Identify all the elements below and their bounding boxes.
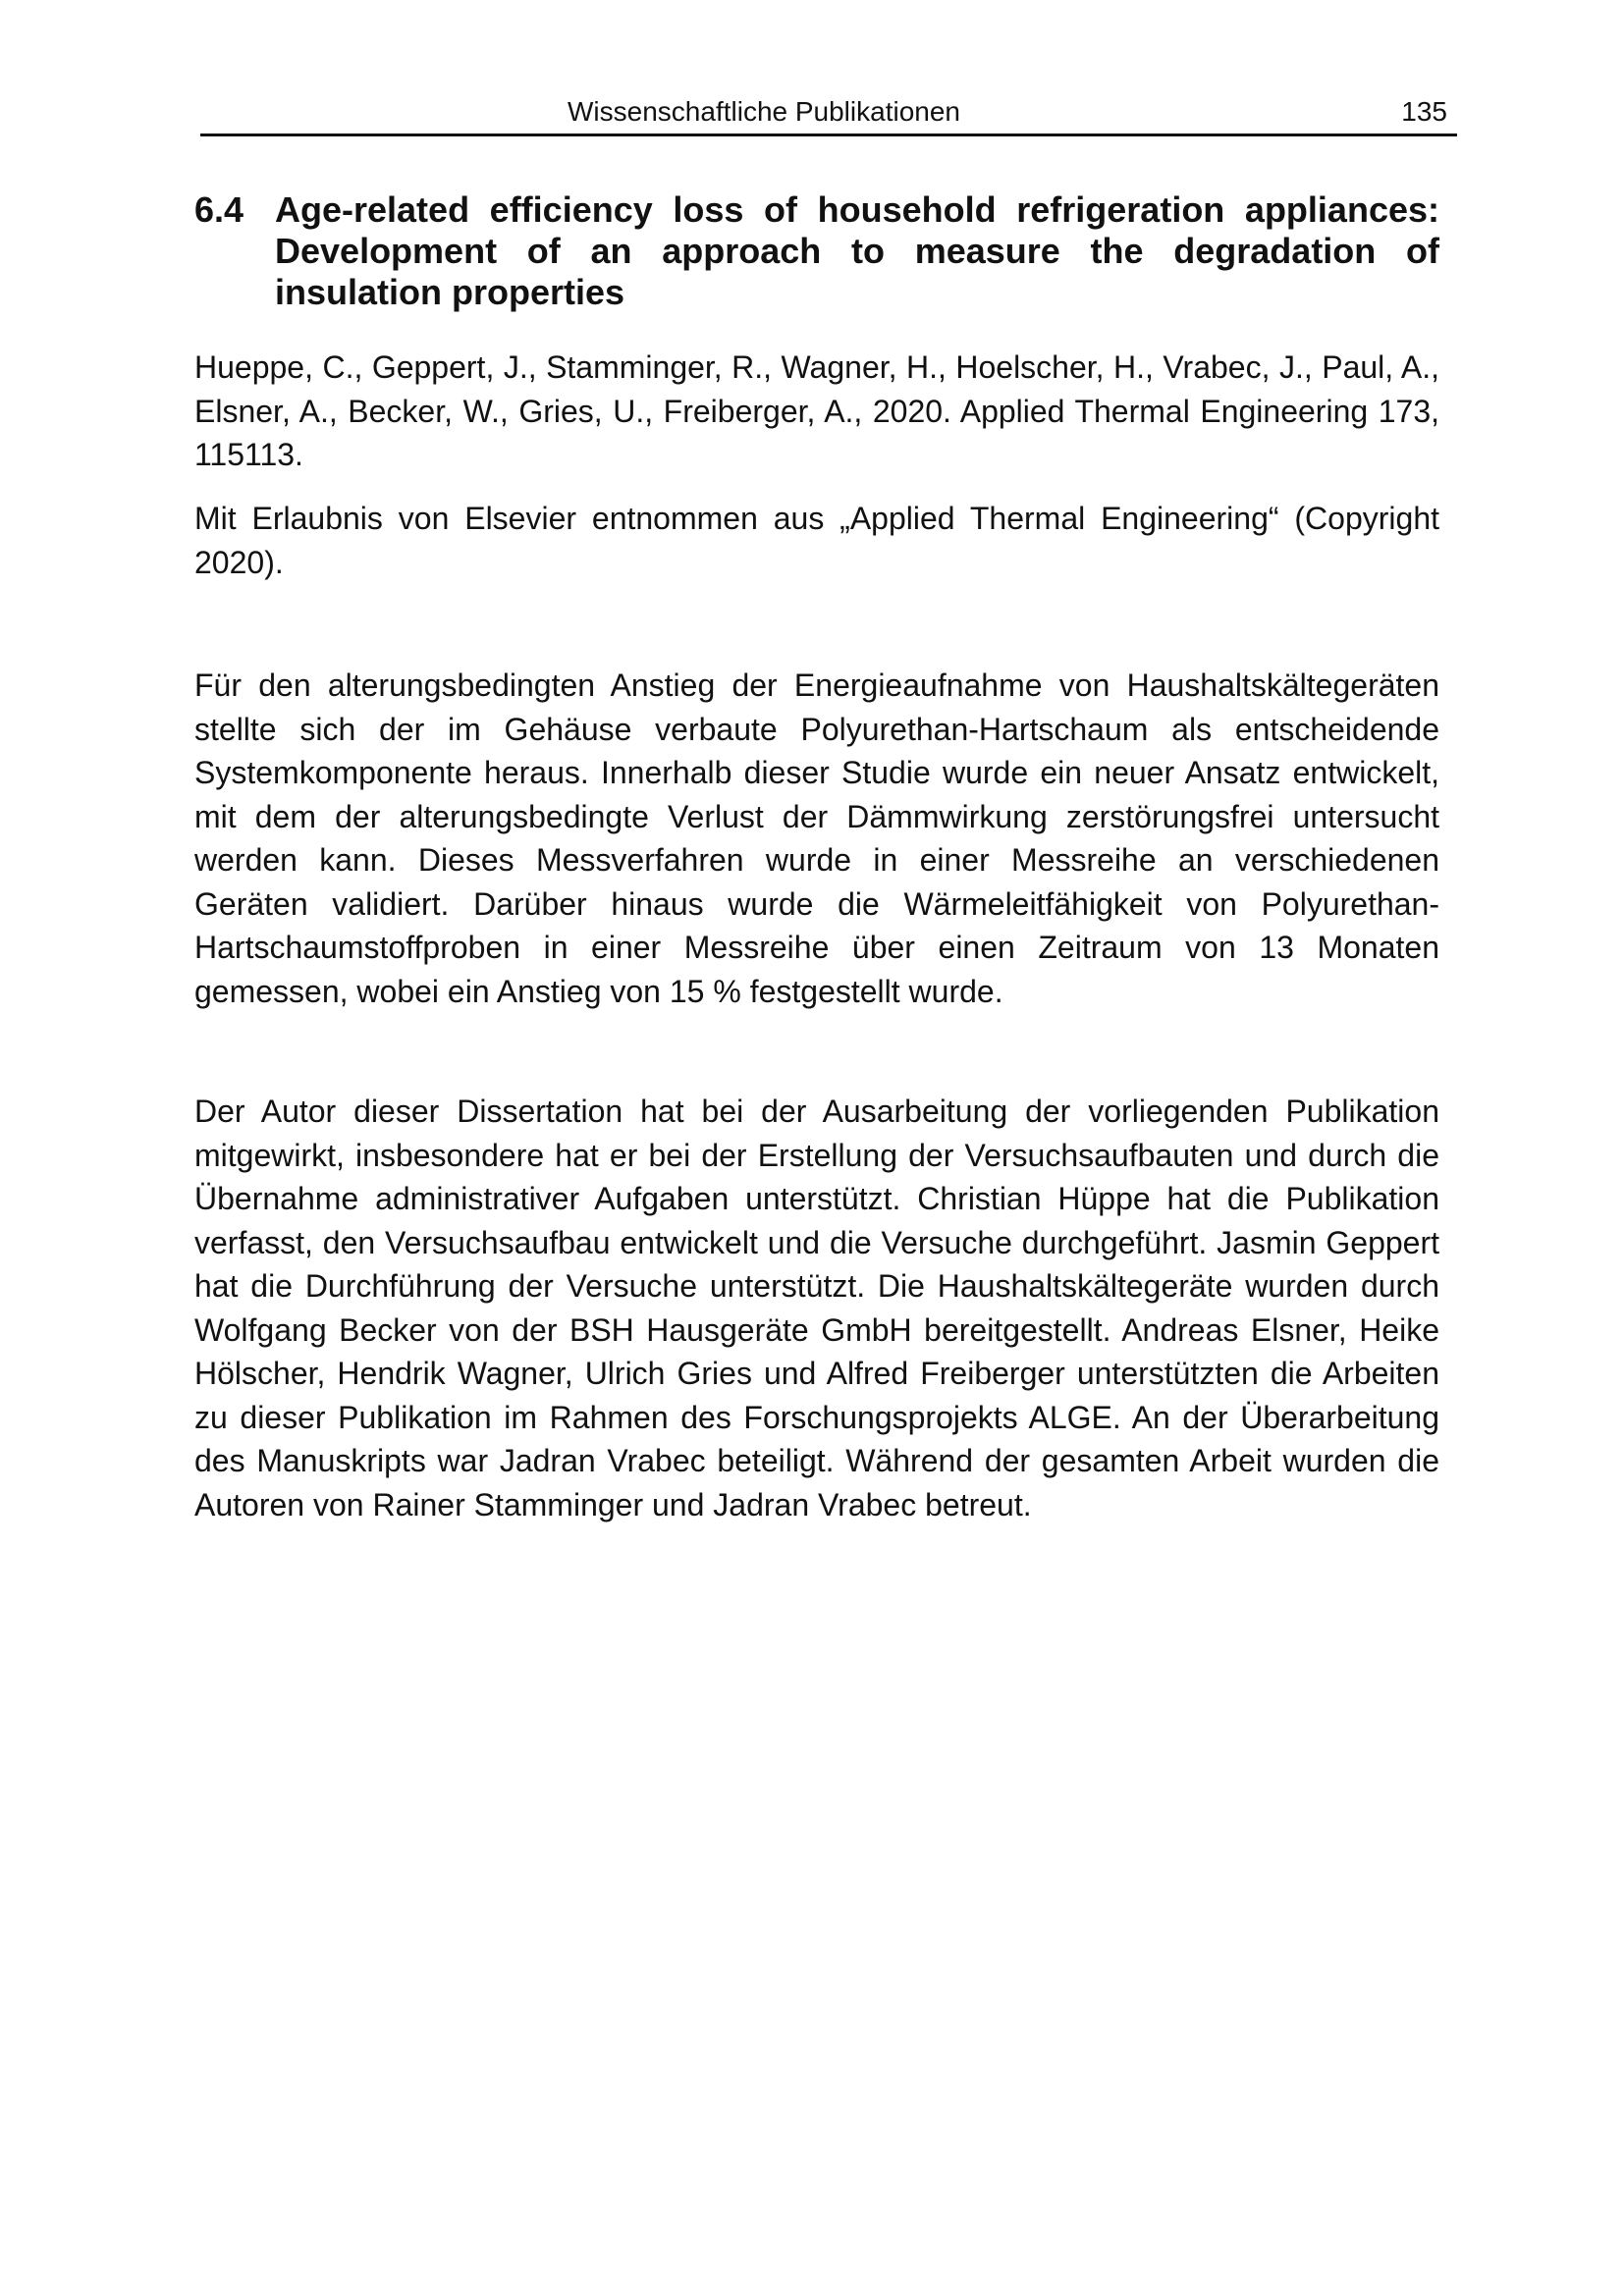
contribution-paragraph: Der Autor dieser Dissertation hat bei der Ausarbeitung der vorliegenden Publikation mitgewirkt, insbesondere hat er bei der Erstellung der Versuchsaufbauten und durch die Übernahme administrativer Aufgaben unterstützt. Christian Hüppe hat die Publikation verfasst, den Versuchsaufbau entwickelt und die Versuche durchgeführt. Jasmin Geppert hat die Durchführung der Versuche unterstützt. Die Haushaltskältegeräte wurden durch Wolfgang Becker von der BSH Hausgeräte GmbH bereitgestellt. Andreas Elsner, Heike Hölscher, Hendrik Wagner, Ulrich Gries und Alfred Freiberger unterstützten die Arbeiten zu dieser Publikation im Rahmen des Forschungsprojekts ALGE. An der Überarbeitung des Manuskripts war Jadran Vrabec beteiligt. Während der gesamten Arbeit wurden die Autoren von Rainer Stamminger und Jadran Vrabec betreut. bbox=[194, 1094, 1439, 1522]
citation-paragraph: Hueppe, C., Geppert, J., Stamminger, R., Wagner, H., Hoelscher, H., Vrabec, J., Paul, A., Elsner, A., Becker, W., Gries, U., Freiberger, A., 2020. Applied Thermal Engineering 173, 115113. bbox=[194, 349, 1439, 472]
page-number: 135 bbox=[1401, 96, 1447, 127]
running-title: Wissenschaftliche Publikationen bbox=[568, 96, 960, 127]
permission-paragraph: Mit Erlaubnis von Elsevier entnommen aus „Applied Thermal Engineering“ (Copyright 2020). bbox=[194, 501, 1439, 580]
summary-paragraph: Für den alterungsbedingten Anstieg der Energieaufnahme von Haushaltskältegeräten stellte sich der im Gehäuse verbaute Polyurethan-Hartschaum als entscheidende Systemkomponente heraus. Innerhalb dieser Studie wurde ein neuer Ansatz entwickelt, mit dem der alterungsbedingte Verlust der Dämmwirkung zerstörungsfrei untersucht werden kann. Dieses Messverfahren wurde in einer Messreihe an verschiedenen Geräten validiert. Darüber hinaus wurde die Wärmeleitfähigkeit von Polyurethan-Hartschaumstoffproben in einer Messreihe über einen Zeitraum von 13 Monaten gemessen, wobei ein Anstieg von 15 % festgestellt wurde. bbox=[194, 667, 1439, 1009]
section-title: Age-related efficiency loss of household refrigeration appliances: Development of an approach to measure the degradation of insulation properties bbox=[275, 189, 1439, 312]
section-number: 6.4 bbox=[194, 189, 244, 230]
section-heading bbox=[194, 189, 1439, 313]
running-header bbox=[200, 94, 1457, 136]
